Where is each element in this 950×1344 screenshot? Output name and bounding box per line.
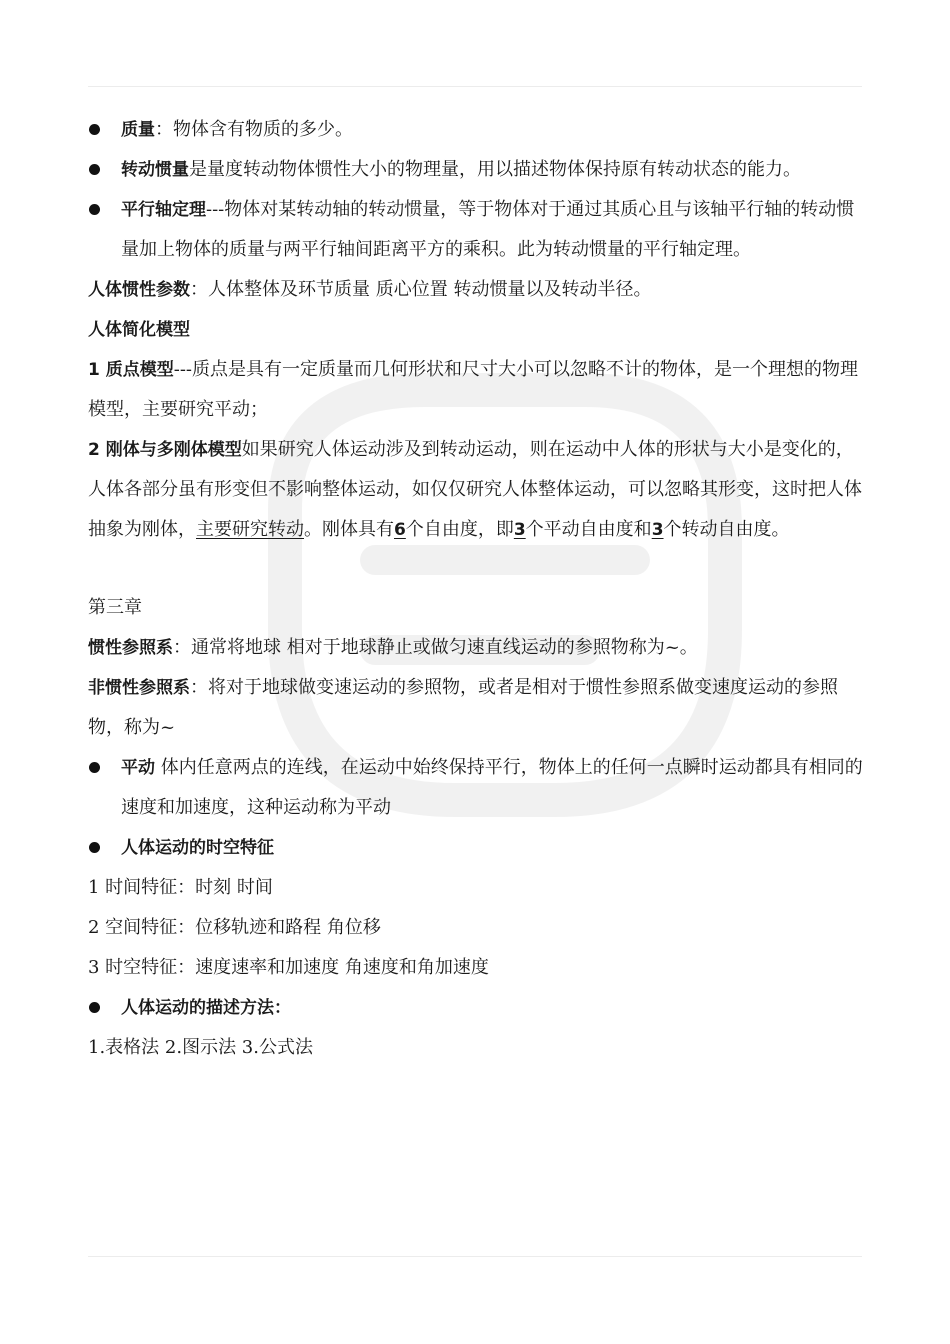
para-inertial-params <box>88 270 864 310</box>
dof-translational: 3 <box>513 520 526 540</box>
bullet-methods <box>88 988 864 1028</box>
bullet-moment-of-inertia <box>88 150 864 190</box>
term-particle: 1 质点模型 <box>88 360 174 380</box>
underlined-phrase: 主要研究转动 <box>196 519 304 540</box>
term-moi: 转动惯量 <box>121 160 189 180</box>
para-noninertial-frame <box>88 668 864 748</box>
footer-rule <box>88 1256 862 1257</box>
dof-rotational: 3 <box>651 520 664 540</box>
bullet-parallel-axis <box>88 190 864 270</box>
term-parallel: 平行轴定理 <box>121 200 206 220</box>
text-rigid-3: 个自由度，即 <box>405 519 514 540</box>
para-rigid-model <box>88 430 864 550</box>
text-rigid-2: 。刚体具有 <box>304 519 394 540</box>
document-body <box>88 110 864 1068</box>
term-noninertial-frame: 非惯性参照系 <box>88 678 190 698</box>
text-parallel: ---物体对某转动轴的转动惯量，等于物体对于通过其质心且与该轴平行轴的转动惯量加上物体的质量与两平行轴间距离平方的乘积。此为转动惯量的平行轴定理。 <box>121 199 855 260</box>
text-translation: 体内任意两点的连线，在运动中始终保持平行，物体上的任何一点瞬时运动都具有相同的速度和加速度，这种运动称为平动 <box>121 757 863 818</box>
spacer <box>88 550 864 588</box>
spacetime-title: 人体运动的时空特征 <box>121 838 274 858</box>
text-rigid-5: 个转动自由度。 <box>663 519 790 540</box>
time-feature: 1 时间特征：时刻 时间 <box>88 877 273 898</box>
header-rule <box>88 86 862 87</box>
simplified-title: 人体简化模型 <box>88 320 190 340</box>
text-mass: ：物体含有物质的多少。 <box>155 119 353 140</box>
text-particle: ---质点是具有一定质量而几何形状和尺寸大小可以忽略不计的物体，是一个理想的物理模型，主要研究平动； <box>88 359 858 420</box>
text-rigid-4: 个平动自由度和 <box>525 519 652 540</box>
text-inertial-params: ：人体整体及环节质量 质心位置 转动惯量以及转动半径。 <box>190 279 652 300</box>
text-rigid-1: 如果研究人体运动涉及到转动运动，则在运动中人体的形状与大小是变化的，人体各部分虽有形变但不影响整体运动，如仅仅研究人体整体运动，可以忽略其形变，这时把人体抽象为刚体， <box>88 439 862 540</box>
para-inertial-frame <box>88 628 864 668</box>
bullet-translation <box>88 748 864 828</box>
spacetime-feature: 3 时空特征：速度速率和加速度 角速度和角加速度 <box>88 957 489 978</box>
text-noninertial-frame: ：将对于地球做变速运动的参照物，或者是相对于惯性参照系做变速度运动的参照物，称为~ <box>88 677 838 738</box>
chapter-heading: 第三章 <box>88 597 142 618</box>
bullet-spacetime <box>88 828 864 868</box>
text-moi: 是量度转动物体惯性大小的物理量，用以描述物体保持原有转动状态的能力。 <box>189 159 801 180</box>
term-inertial-frame: 惯性参照系 <box>88 638 173 658</box>
methods-title: 人体运动的描述方法： <box>121 998 291 1018</box>
term-inertial-params: 人体惯性参数 <box>88 280 190 300</box>
heading-simplified-model <box>88 310 864 350</box>
term-translation: 平动 <box>121 758 155 778</box>
text-inertial-frame: ：通常将地球 相对于地球静止或做匀速直线运动的参照物称为~。 <box>173 637 698 658</box>
methods-list: 1.表格法 2.图示法 3.公式法 <box>88 1037 313 1058</box>
dof-total: 6 <box>394 520 406 540</box>
term-rigid: 2 刚体与多刚体模型 <box>88 440 242 460</box>
bullet-mass <box>88 110 864 150</box>
para-particle-model <box>88 350 864 430</box>
space-feature: 2 空间特征：位移轨迹和路程 角位移 <box>88 917 381 938</box>
term-mass: 质量 <box>121 120 155 140</box>
